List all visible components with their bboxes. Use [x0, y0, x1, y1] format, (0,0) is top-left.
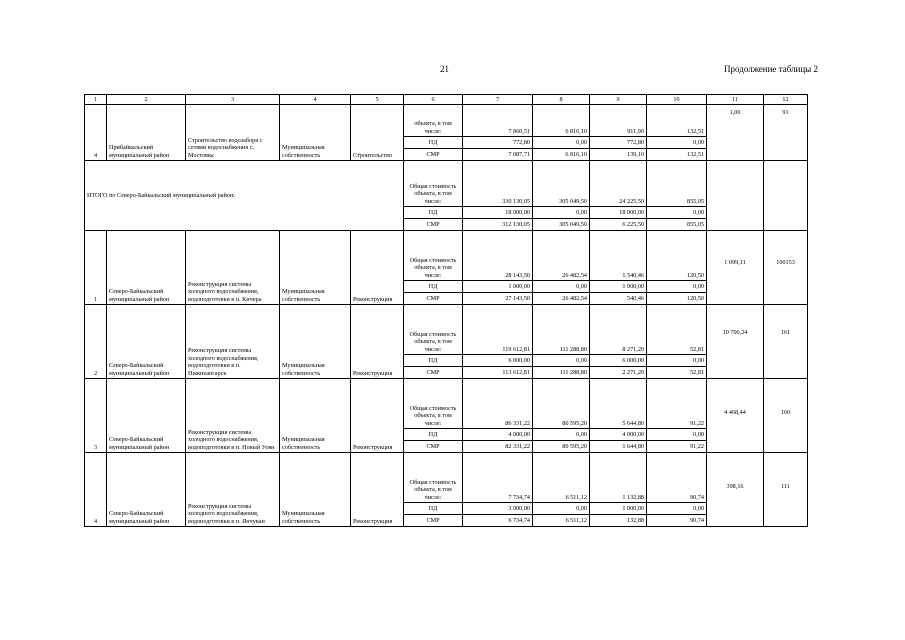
ownership-cell: Муниципальная собственность [280, 379, 351, 453]
value-cell: 82 331,22 [463, 441, 533, 453]
ownership-cell: Муниципальная собственность [280, 105, 351, 161]
value-cell: 26 482,54 [533, 231, 590, 281]
capacity-cell: 4 468,44 [707, 379, 764, 453]
object-name-cell: Реконструкция системы холодного водоснабжения, водоподготовки в п. Нижнеангарск [186, 305, 280, 379]
column-number: 2 [107, 95, 186, 105]
work-type-cell: Реконструкция [351, 379, 404, 453]
capacity-cell: 398,16 [707, 453, 764, 527]
value-cell: 52,81 [647, 367, 707, 379]
value-cell: 8 271,20 [590, 305, 647, 355]
empty-cell [707, 161, 764, 231]
value-cell: 330 130,05 [463, 161, 533, 207]
value-cell: 120,50 [647, 231, 707, 281]
value-cell: 6 511,12 [533, 515, 590, 527]
category-smr: СМР [404, 293, 463, 305]
row-number: 1 [85, 231, 107, 305]
value-cell: 18 000,00 [590, 207, 647, 219]
value-cell: 139,10 [590, 149, 647, 161]
capacity-cell: 1 099,11 [707, 231, 764, 305]
value-cell: 26 482,54 [533, 293, 590, 305]
column-number: 10 [647, 95, 707, 105]
value-cell: 1 540,46 [590, 231, 647, 281]
value-cell: 1 644,80 [590, 441, 647, 453]
value-cell: 0,00 [647, 207, 707, 219]
value-cell: 772,80 [590, 137, 647, 149]
row-number: 3 [85, 379, 107, 453]
row-number: 4 [85, 105, 107, 161]
category-pd: ПД [404, 355, 463, 367]
value-cell: 52,81 [647, 305, 707, 355]
empty-cell [764, 161, 808, 231]
table-row [85, 379, 808, 429]
value-cell: 6 225,50 [590, 219, 647, 231]
row-number: 4 [85, 453, 107, 527]
value-cell: 855,05 [647, 219, 707, 231]
code-cell: 160 [764, 379, 808, 453]
column-number: 1 [85, 95, 107, 105]
category-total: Общая стоимость объекта, в том числе: [404, 379, 463, 429]
category-total: Общая стоимость объекта, в том числе: [404, 305, 463, 355]
work-type-cell: Реконструкция [351, 231, 404, 305]
value-cell: 7 860,51 [463, 105, 533, 137]
value-cell: 119 612,81 [463, 305, 533, 355]
category-smr: СМР [404, 219, 463, 231]
value-cell: 0,00 [533, 429, 590, 441]
column-number: 5 [351, 95, 404, 105]
value-cell: 6 734,74 [463, 515, 533, 527]
column-number: 6 [404, 95, 463, 105]
category-smr: СМР [404, 441, 463, 453]
work-type-cell: Реконструкция [351, 453, 404, 527]
value-cell: 24 225,50 [590, 161, 647, 207]
table-continuation-label: Продолжение таблицы 2 [724, 64, 818, 74]
column-number: 4 [280, 95, 351, 105]
value-cell: 1 000,00 [590, 503, 647, 515]
code-cell: 161 [764, 305, 808, 379]
column-number: 7 [463, 95, 533, 105]
value-cell: 312 130,05 [463, 219, 533, 231]
value-cell: 113 612,81 [463, 367, 533, 379]
table-row [85, 231, 808, 281]
value-cell: 111 288,80 [533, 367, 590, 379]
work-type-cell: Строительство [351, 105, 404, 161]
object-name-cell: Реконструкция системы холодного водоснабжения, водоподготовки в п. Кичера [186, 231, 280, 305]
value-cell: 0,00 [647, 137, 707, 149]
category-pd: ПД [404, 429, 463, 441]
value-cell: 7 734,74 [463, 453, 533, 503]
row-number: 2 [85, 305, 107, 379]
capacity-cell: 10 700,24 [707, 305, 764, 379]
value-cell: 90,74 [647, 515, 707, 527]
capacity-cell: 1,00 [707, 105, 764, 161]
value-cell: 111 288,80 [533, 305, 590, 355]
category-total: Общая стоимость объекта, в том числе: [404, 161, 463, 207]
work-type-cell: Реконструкция [351, 305, 404, 379]
value-cell: 1 000,00 [590, 281, 647, 293]
district-cell: Северо-Байкальский муниципальный район [107, 453, 186, 527]
value-cell: 7 087,71 [463, 149, 533, 161]
category-total: объекта, в том числе: [404, 105, 463, 137]
value-cell: 305 049,50 [533, 219, 590, 231]
value-cell: 0,00 [647, 355, 707, 367]
value-cell: 132,88 [590, 515, 647, 527]
table-row [85, 305, 808, 355]
value-cell: 0,00 [533, 281, 590, 293]
district-cell: Северо-Байкальский муниципальный район [107, 231, 186, 305]
value-cell: 6 816,10 [533, 105, 590, 137]
value-cell: 120,50 [647, 293, 707, 305]
value-cell: 6 000,00 [463, 355, 533, 367]
column-number: 11 [707, 95, 764, 105]
ownership-cell: Муниципальная собственность [280, 231, 351, 305]
value-cell: 4 000,00 [463, 429, 533, 441]
table-row [85, 105, 808, 137]
category-pd: ПД [404, 503, 463, 515]
category-smr: СМР [404, 367, 463, 379]
total-label: ИТОГО по Северо-Байкальский муниципальный район: [85, 161, 404, 231]
value-cell: 132,51 [647, 149, 707, 161]
object-name-cell: Реконструкция системы холодного водоснабжения, водоподготовки в п. Новый Уоян [186, 379, 280, 453]
value-cell: 0,00 [533, 207, 590, 219]
value-cell: 772,80 [463, 137, 533, 149]
code-cell: 111 [764, 453, 808, 527]
value-cell: 305 049,50 [533, 161, 590, 207]
category-smr: СМР [404, 149, 463, 161]
value-cell: 1 000,00 [463, 281, 533, 293]
value-cell: 27 143,50 [463, 293, 533, 305]
column-number: 9 [590, 95, 647, 105]
value-cell: 18 000,00 [463, 207, 533, 219]
ownership-cell: Муниципальная собственность [280, 453, 351, 527]
value-cell: 80 595,20 [533, 441, 590, 453]
value-cell: 0,00 [533, 137, 590, 149]
code-cell: 100153 [764, 231, 808, 305]
category-total: Общая стоимость объекта, в том числе: [404, 231, 463, 281]
column-number: 8 [533, 95, 590, 105]
district-cell: Северо-Байкальский муниципальный район [107, 305, 186, 379]
value-cell: 6 816,10 [533, 149, 590, 161]
column-number: 3 [186, 95, 280, 105]
column-number: 12 [764, 95, 808, 105]
object-name-cell: Реконструкция системы холодного водоснабжения, водоподготовки в п. Янчукан [186, 453, 280, 527]
value-cell: 2 271,20 [590, 367, 647, 379]
value-cell: 911,90 [590, 105, 647, 137]
value-cell: 855,05 [647, 161, 707, 207]
value-cell: 80 595,20 [533, 379, 590, 429]
code-cell: 91 [764, 105, 808, 161]
ownership-cell: Муниципальная собственность [280, 305, 351, 379]
value-cell: 1 132,88 [590, 453, 647, 503]
value-cell: 0,00 [533, 355, 590, 367]
category-pd: ПД [404, 281, 463, 293]
value-cell: 4 000,00 [590, 429, 647, 441]
table-row [85, 453, 808, 503]
column-numbers-row [85, 95, 808, 105]
page-number: 21 [440, 64, 449, 74]
district-cell: Прибайкальский муниципальный район [107, 105, 186, 161]
table-row [85, 161, 808, 207]
object-name-cell: Строительство водозаборя с сетями водоснабжения с. Мостовка [186, 105, 280, 161]
value-cell: 6 000,00 [590, 355, 647, 367]
category-smr: СМР [404, 515, 463, 527]
value-cell: 90,74 [647, 453, 707, 503]
investment-table [84, 94, 808, 527]
value-cell: 0,00 [647, 281, 707, 293]
value-cell: 28 143,50 [463, 231, 533, 281]
value-cell: 0,00 [647, 503, 707, 515]
value-cell: 91,22 [647, 441, 707, 453]
category-pd: ПД [404, 207, 463, 219]
value-cell: 91,22 [647, 379, 707, 429]
value-cell: 540,46 [590, 293, 647, 305]
value-cell: 86 331,22 [463, 379, 533, 429]
value-cell: 0,00 [647, 429, 707, 441]
value-cell: 6 511,12 [533, 453, 590, 503]
category-total: Общая стоимость объекта, в том числе: [404, 453, 463, 503]
value-cell: 3 000,00 [463, 503, 533, 515]
value-cell: 5 644,80 [590, 379, 647, 429]
category-pd: ПД [404, 137, 463, 149]
value-cell: 132,51 [647, 105, 707, 137]
value-cell: 0,00 [533, 503, 590, 515]
district-cell: Северо-Байкальский муниципальный район [107, 379, 186, 453]
